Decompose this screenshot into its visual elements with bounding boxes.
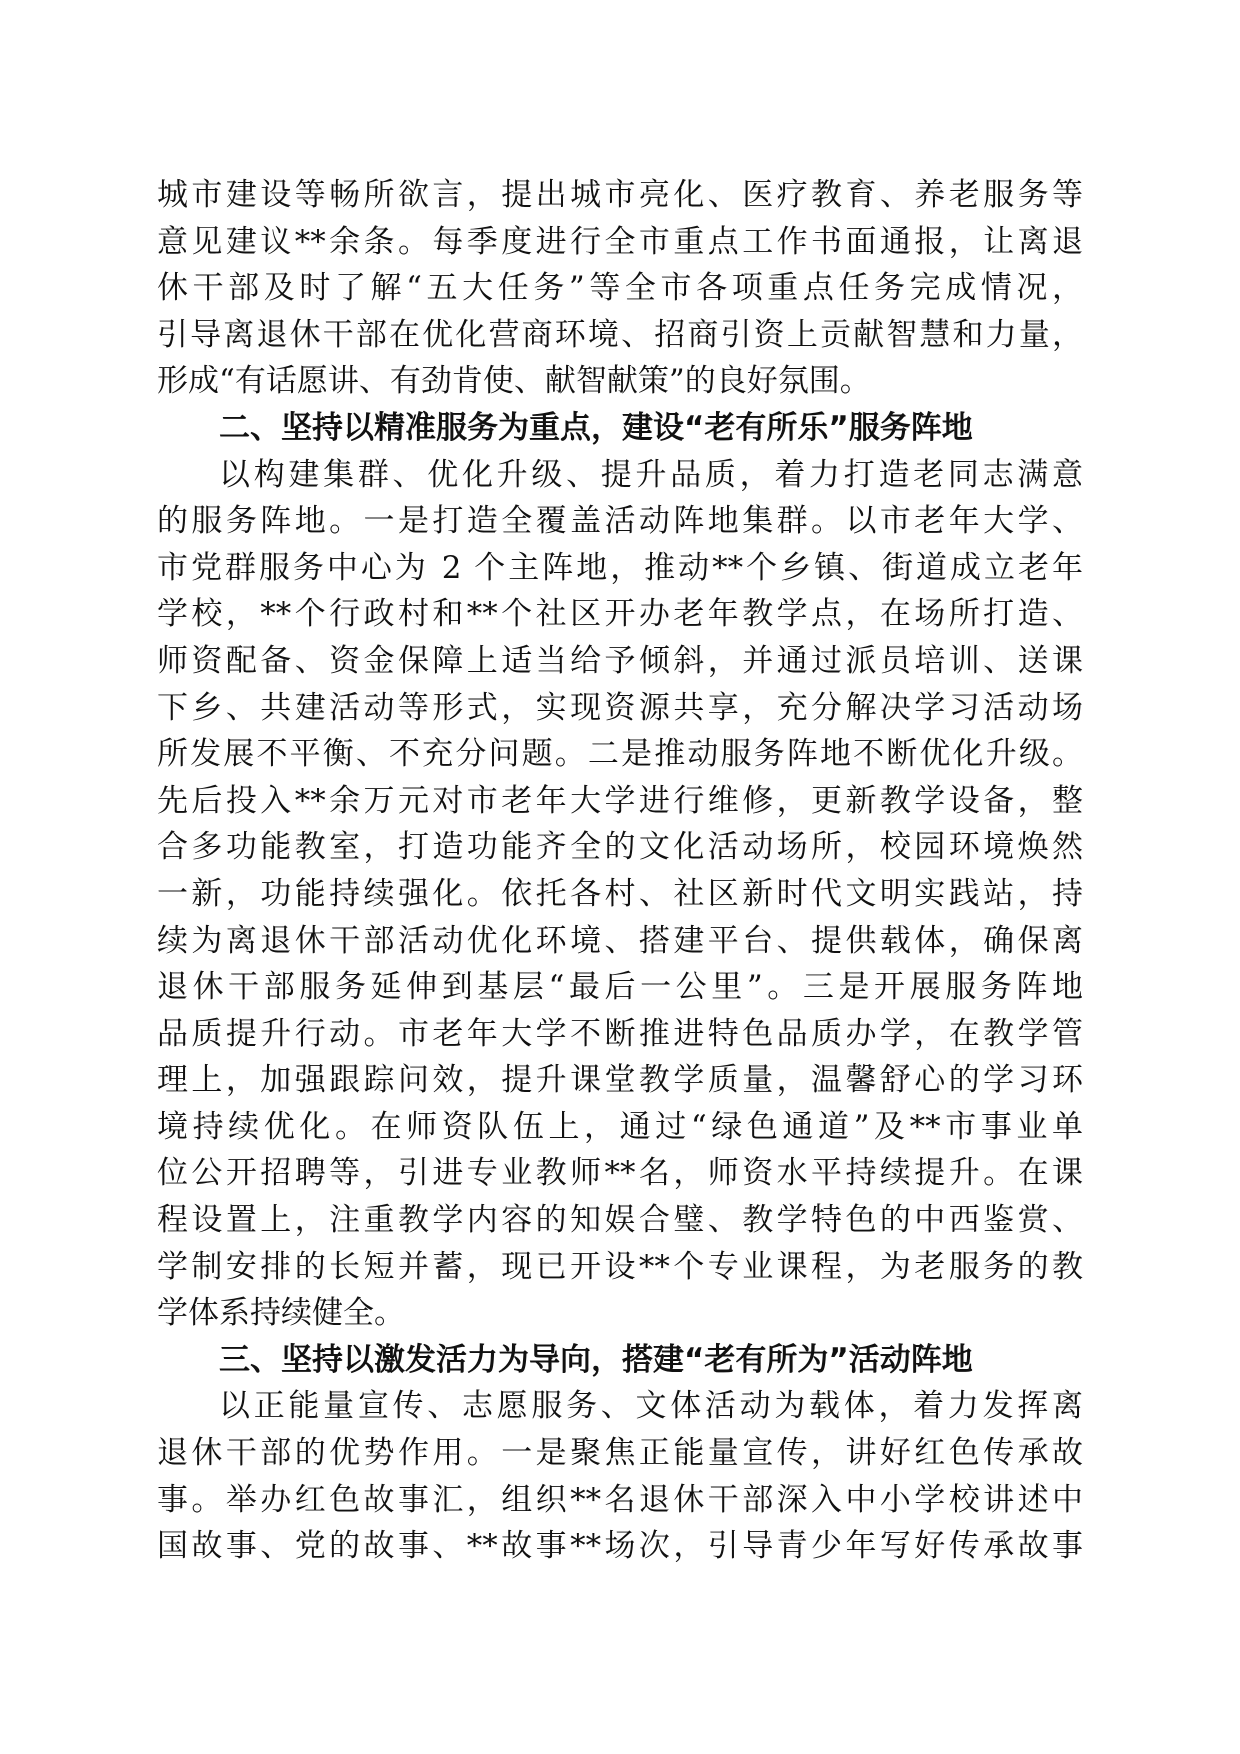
- text-line: 休干部及时了解“五大任务”等全市各项重点任务完成情况，: [157, 270, 1083, 307]
- text-line: 位公开招聘等，引进专业教师**名，师资水平持续提升。在课: [157, 1155, 1083, 1192]
- text-line: 形成“有话愿讲、有劲肯使、献智献策”的良好氛围。: [157, 363, 871, 400]
- section-heading: 二、坚持以精准服务为重点，建设“老有所乐”服务阵地: [219, 409, 973, 446]
- text-line: 城市建设等畅所欲言，提出城市亮化、医疗教育、养老服务等: [157, 177, 1083, 213]
- text-line: 下乡、共建活动等形式，实现资源共享，充分解决学习活动场: [157, 689, 1083, 726]
- text-line: 学制安排的长短并蓄，现已开设**个专业课程，为老服务的教: [157, 1248, 1083, 1285]
- text-line: 续为离退休干部活动优化环境、搭建平台、提供载体，确保离: [157, 922, 1083, 959]
- text-line: 意见建议**余条。每季度进行全市重点工作书面通报，让离退: [157, 223, 1083, 260]
- text-line: 市党群服务中心为 2 个主阵地，推动**个乡镇、街道成立老年: [157, 549, 1083, 586]
- text-line: 理上，加强跟踪问效，提升课堂教学质量，温馨舒心的学习环: [157, 1062, 1083, 1099]
- text-line: 先后投入**余万元对市老年大学进行维修，更新教学设备，整: [157, 782, 1083, 819]
- section-heading: 三、坚持以激发活力为导向，搭建“老有所为”活动阵地: [219, 1341, 973, 1378]
- text-line: 的服务阵地。一是打造全覆盖活动阵地集群。以市老年大学、: [157, 503, 1083, 540]
- text-line: 境持续优化。在师资队伍上，通过“绿色通道”及**市事业单: [157, 1108, 1083, 1145]
- text-line: 学校，**个行政村和**个社区开办老年教学点，在场所打造、: [157, 596, 1083, 633]
- text-line: 师资配备、资金保障上适当给予倾斜，并通过派员培训、送课: [157, 642, 1083, 679]
- text-line: 品质提升行动。市老年大学不断推进特色品质办学，在教学管: [157, 1015, 1083, 1052]
- text-line: 国故事、党的故事、**故事**场次，引导青少年写好传承故事: [157, 1528, 1083, 1565]
- text-line: 以构建集群、优化升级、提升品质，着力打造老同志满意: [219, 456, 1083, 493]
- text-line: 所发展不平衡、不充分问题。二是推动服务阵地不断优化升级。: [157, 736, 1083, 773]
- text-line: 一新，功能持续强化。依托各村、社区新时代文明实践站，持: [157, 875, 1083, 912]
- text-line: 合多功能教室，打造功能齐全的文化活动场所，校园环境焕然: [157, 829, 1083, 866]
- text-line: 以正能量宣传、志愿服务、文体活动为载体，着力发挥离: [219, 1388, 1083, 1425]
- section-two: [157, 405, 1083, 1337]
- text-line: 事。举办红色故事汇，组织**名退休干部深入中小学校讲述中: [157, 1481, 1083, 1518]
- text-line: 退休干部的优势作用。一是聚焦正能量宣传，讲好红色传承故: [157, 1435, 1083, 1472]
- section-three: [157, 1337, 1083, 1570]
- paragraph-opening: [157, 172, 1083, 405]
- text-line: 程设置上，注重教学内容的知娱合璧、教学特色的中西鉴赏、: [157, 1202, 1083, 1239]
- document-body: [157, 172, 1083, 1570]
- text-line: 退休干部服务延伸到基层“最后一公里”。三是开展服务阵地: [157, 969, 1083, 1006]
- text-line: 引导离退休干部在优化营商环境、招商引资上贡献智慧和力量，: [157, 316, 1083, 353]
- text-line: 学体系持续健全。: [157, 1295, 405, 1332]
